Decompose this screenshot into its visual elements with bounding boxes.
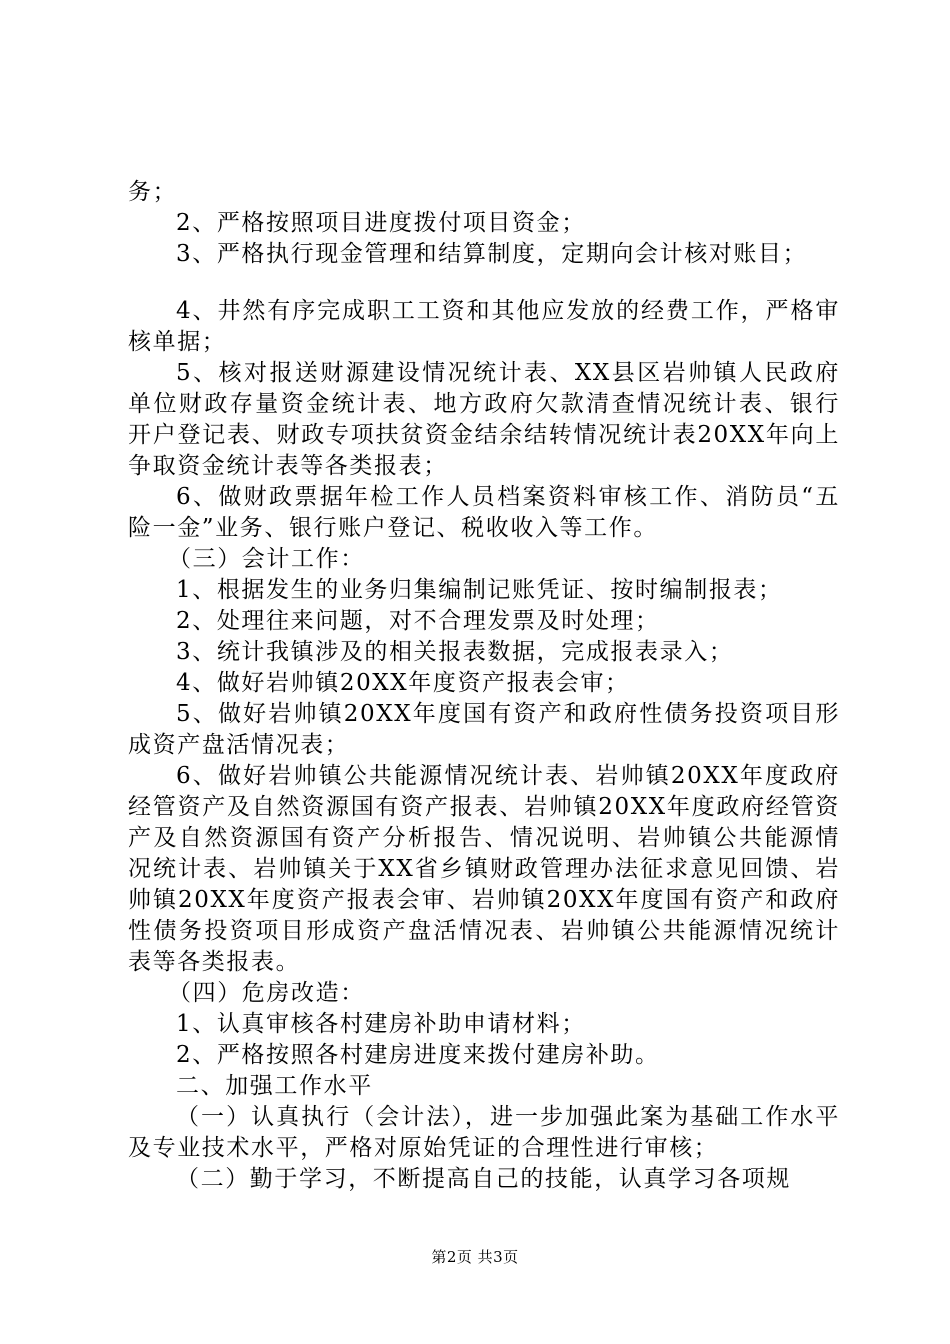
section-heading: （四）危房改造： [168,980,365,1006]
paragraph: （二）勤于学习，不断提高自己的技能，认真学习各项规 [176,1166,791,1192]
paragraph: 1、根据发生的业务归集编制记账凭证、按时编制报表； [176,577,783,603]
paragraph: 5、做好岩帅镇20XX年度国有资产和政府性债务投资项目形成资产盘活情况表； [128,701,840,758]
paragraph: 务； [128,179,178,205]
paragraph: 2、处理往来问题，对不合理发票及时处理； [176,608,660,634]
paragraph: 6、做好岩帅镇公共能源情况统计表、岩帅镇20XX年度政府经管资产及自然资源国有资产报表、岩帅镇20XX年度政府经管资产及自然资源国有资产分析报告、情况说明、岩帅镇公共能源情况统计表、岩帅镇关于XX省乡镇财政管理办法征求意见回馈、岩帅镇20XX年度资产报表会审、岩帅镇20XX年度国有资产和政府性债务投资项目形成资产盘活情况表、岩帅镇公共能源情况统计表等各类报表。 [128,763,840,975]
paragraph: 1、认真审核各村建房补助申请材料； [176,1011,586,1037]
document-body [128,177,840,1195]
section-heading: 二、加强工作水平 [176,1073,373,1099]
paragraph: 2、严格按照各村建房进度来拨付建房补助。 [176,1042,660,1068]
paragraph: 5、核对报送财源建设情况统计表、XX县区岩帅镇人民政府单位财政存量资金统计表、地方政府欠款清查情况统计表、银行开户登记表、财政专项扶贫资金结余结转情况统计表20XX年向上争取资金统计表等各类报表； [128,360,840,479]
page-footer: 第2页 共3页 [431,1248,519,1266]
section-heading: （三）会计工作： [168,546,365,572]
paragraph: 2、严格按照项目进度拨付项目资金； [176,210,586,236]
paragraph: 3、严格执行现金管理和结算制度，定期向会计核对账目； [176,241,808,267]
paragraph: 6、做财政票据年检工作人员档案资料审核工作、消防员“五险一金”业务、银行账户登记、税收收入等工作。 [128,484,840,541]
paragraph: （一）认真执行（会计法），进一步加强此案为基础工作水平及专业技术水平，严格对原始凭证的合理性进行审核； [128,1104,840,1161]
paragraph: 4、做好岩帅镇20XX年度资产报表会审； [176,670,630,696]
paragraph: 4、井然有序完成职工工资和其他应发放的经费工作，严格审核单据； [128,298,840,355]
paragraph: 3、统计我镇涉及的相关报表数据，完成报表录入； [176,639,734,665]
